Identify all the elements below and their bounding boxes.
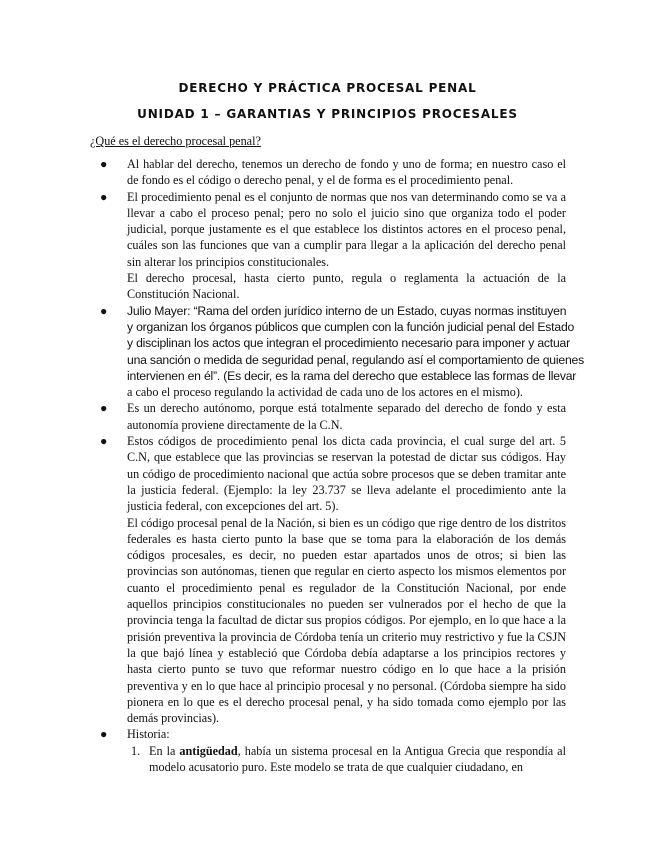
- item-number: 1.: [131, 743, 141, 758]
- bullet-icon: ●: [100, 189, 108, 204]
- list-item: [96, 433, 566, 726]
- unit-title: UNIDAD 1 – GARANTIAS Y PRINCIPIOS PROCESALES: [137, 107, 518, 121]
- bullet-icon: ●: [100, 303, 108, 318]
- paragraph: El código procesal penal de la Nación, si bien es un código que rige dentro de los distritos federales es hasta cierto punto la base que se toma para la elaboración de los demás códigos procesales, es decir, no pueden estar apartados unos de otros; si bien las provincias son autónomas, tienen que regular en cierto aspecto los mismos elementos por cuanto el procedimiento penal es regulador de la Constitución Nacional, por ende aquellos principios constitucionales no pueden ser vulnerados por el hecho de que la provincia tenga la facultad de dictar sus propios códigos. Por ejemplo, en lo que hace a la prisión preventiva la provincia de Córdoba tenía un criterio muy restrictivo y fue la CSJN la que bajó línea y estableció que Córdoba debía adaptarse a los principios rectores y hasta cierto punto se tuvo que reformar nuestro código en lo que hace a la prisión preventiva y en lo que hace al principio procesal y no personal. (Córdoba siempre ha sido pionera en lo que es el derecho procesal penal, y ha sido tomada como ejemplo por las demás provincias).: [127, 515, 566, 726]
- paragraph: [149, 743, 566, 776]
- text-post: , había un sistema procesal en la Antigua Grecia que respondía al modelo acusatorio puro. Este modelo se trata de que cualquier ciudadano, en: [149, 743, 566, 774]
- quote-line: Julio Mayer: “Rama del orden jurídico interno de un Estado, cuyas normas instituyen: [127, 303, 567, 318]
- quote-line: [127, 368, 577, 384]
- quote-explanation: (Es decir, es la rama del derecho que establece las formas de llevar: [220, 368, 577, 383]
- paragraph: El derecho procesal, hasta cierto punto, regula o reglamenta la actuación de la Constitución Nacional.: [127, 271, 566, 302]
- paragraph: Historia:: [127, 727, 170, 742]
- bullet-icon: ●: [100, 434, 108, 449]
- quote-end: intervienen en él”.: [127, 368, 221, 383]
- bullet-icon: ●: [100, 157, 108, 171]
- list-item-history: [96, 726, 566, 742]
- section-question: ¿Qué es el derecho procesal penal?: [90, 134, 261, 148]
- list-item-quote: [96, 303, 585, 401]
- numbered-item: [96, 743, 566, 776]
- text-bold: antigüedad: [179, 743, 238, 758]
- quote-line: una sanción o medida de seguridad penal, regulando así el comportamiento de quienes: [127, 352, 585, 367]
- document-title: DERECHO Y PRÁCTICA PROCESAL PENAL: [178, 81, 477, 95]
- quote-line: a cabo el proceso regulando la actividad de cada uno de los actores en el mismo).: [127, 385, 523, 400]
- paragraph: Es un derecho autónomo, porque está totalmente separado del derecho de fondo y esta autonomía proviene directamente de la C.N.: [127, 401, 566, 432]
- text-pre: En la: [149, 743, 180, 758]
- bullet-list: [96, 156, 585, 775]
- list-item: [96, 400, 566, 433]
- paragraph: Al hablar del derecho, tenemos un derecho de fondo y uno de forma; en nuestro caso el de fondo es el código o derecho penal, y el de forma es el procedimiento penal.: [127, 157, 566, 188]
- quote-line: y organizan los órganos públicos que cumplen con la función judicial penal del Estado: [127, 319, 575, 334]
- list-item: [96, 189, 566, 303]
- quote-line: y disciplinan los actos que integran el procedimiento necesario para imponer y actuar: [127, 336, 570, 351]
- paragraph: Estos códigos de procedimiento penal los dicta cada provincia, el cual surge del art. 5 C.N, que establece que las provincias se reservan la potestad de dictar sus códigos. Hay un código de procedimiento nacional que actúa sobre procesos que se deben tramitar ante la justicia federal. (Ejemplo: la ley 23.737 se lleva adelante el procedimiento ante la justicia federal, con excepciones del art. 5).: [127, 434, 566, 514]
- bullet-icon: ●: [100, 401, 108, 416]
- list-item: [96, 156, 566, 189]
- paragraph: El procedimiento penal es el conjunto de normas que nos van determinando como se va a llevar a cabo el proceso penal; pero no solo el juicio sino que organiza todo el poder judicial, porque justamente es el que establece los distintos actores en el proceso penal, cuáles son las funciones que van a cumplir para llegar a la aplicación del derecho penal sin alterar los principios constitucionales.: [127, 189, 566, 269]
- bullet-icon: ●: [100, 727, 108, 742]
